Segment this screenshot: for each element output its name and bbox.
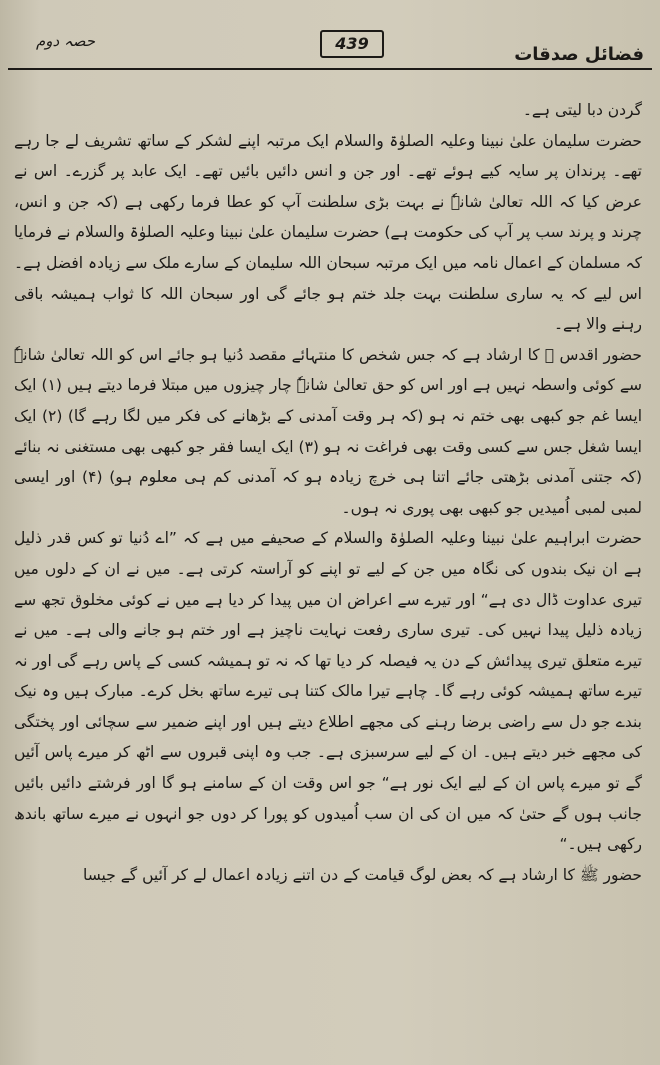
paragraph-2: حضرت سلیمان علیٰ نبینا وعلیہ الصلوٰۃ والسلام ایک مرتبہ اپنے لشکر کے ساتھ تشریف لے جا رہے تھے۔ پرندان پر سایہ کیے ہوئے تھے۔ اور جن و انس دائیں بائیں تھے۔ ایک عابد پر گزرے۔ اس نے عرض کیا کہ اللہ تعالیٰ شانہٗ نے بہت بڑی سلطنت آپ کو عطا فرما رکھی ہے (کہ جن و انس، چرند و پرند سب پر آپ کی حکومت ہے) حضرت سلیمان علیٰ نبینا وعلیہ الصلوٰۃ والسلام نے فرمایا کہ مسلمان کے اعمال نامہ میں ایک مرتبہ سبحان اللہ سلیمان کے سارے ملک سے زیادہ افضل ہے۔ اس لیے کہ یہ ساری سلطنت بہت جلد ختم ہو جائے گی اور سبحان اللہ کا ثواب ہمیشہ باقی رہنے والا ہے۔ <box>14 131 642 334</box>
header-rule <box>8 68 652 70</box>
volume-label: حصہ دوم <box>36 32 96 50</box>
paragraph-5: حضور ﷺ کا ارشاد ہے کہ بعض لوگ قیامت کے دن اتنے زیادہ اعمال لے کر آئیں گے جیسا <box>82 865 642 884</box>
book-title: فضائل صدقات <box>514 44 644 65</box>
page-body <box>14 95 642 890</box>
page-header <box>8 22 652 72</box>
paragraph-4: حضرت ابراہیم علیٰ نبینا وعلیہ الصلوٰۃ والسلام کے صحیفے میں ہے کہ ”اے دُنیا تو کس قدر ذلیل ہے ان نیک بندوں کی نگاہ میں جن کے لیے تو اپنے کو آراستہ کرتی ہے۔ میں نے ان کے دلوں میں تیری عداوت ڈال دی ہے“ اور تیرے سے اعراض ان میں پیدا کر دیا ہے میں نے کوئی مخلوق تجھ سے زیادہ ذلیل پیدا نہیں کی۔ تیری ساری رفعت نہایت ناچیز ہے اور ختم ہو جانے والی ہے۔ میں نے تیرے متعلق تیری پیدائش کے دن یہ فیصلہ کر دیا تھا کہ نہ تو ہمیشہ کسی کے پاس رہے گی اور نہ تیرے ساتھ ہمیشہ کوئی رہے گا۔ چاہے تیرا مالک کتنا ہی تیرے ساتھ بخل کرے۔ مبارک ہیں وہ نیک بندے جو دل سے راضی برضا رہنے کی مجھے اطلاع دیتے ہیں اور اپنے ضمیر سے سچائی اور پختگی کی مجھے خبر دیتے ہیں۔ ان کے لیے سرسبزی ہے۔ جب وہ اپنی قبروں سے اٹھ کر میرے پاس آئیں گے تو میرے پاس ان کے لیے ایک نور ہے“ جو اس وقت ان کے سامنے ہو گا اور فرشتے دائیں بائیں جانب ہوں گے حتیٰ کہ میں ان کی ان سب اُمیدوں کو پورا کر دوں جو انہوں نے میرے ساتھ باندھ رکھی ہیں۔“ <box>14 529 642 854</box>
paragraph-1: گردن دبا لیتی ہے۔ <box>522 101 642 119</box>
paragraph-3: حضور اقدس ﷺ کا ارشاد ہے کہ جس شخص کا منتہائے مقصد دُنیا ہو جائے اس کو اللہ تعالیٰ شانہٗ سے کوئی واسطہ نہیں ہے اور اس کو حق تعالیٰ شانہٗ چار چیزوں میں مبتلا فرما دیتے ہیں (۱) ایک ایسا غم جو کبھی بھی ختم نہ ہو (کہ ہر وقت آمدنی کے بڑھانے کی فکر میں لگا رہے گا) (۲) ایک ایسا شغل جس سے کسی وقت بھی فراغت نہ ہو (۳) ایک ایسا فقر جو کبھی بھی مستغنی نہ بنائے (کہ جتنی آمدنی بڑھتی جائے اتنا ہی خرچ زیادہ ہو کہ آمدنی کم ہی معلوم ہو) (۴) اور ایسی لمبی لمبی اُمیدیں جو کبھی بھی پوری نہ ہوں۔ <box>14 345 643 517</box>
page-number: 439 <box>320 30 384 58</box>
